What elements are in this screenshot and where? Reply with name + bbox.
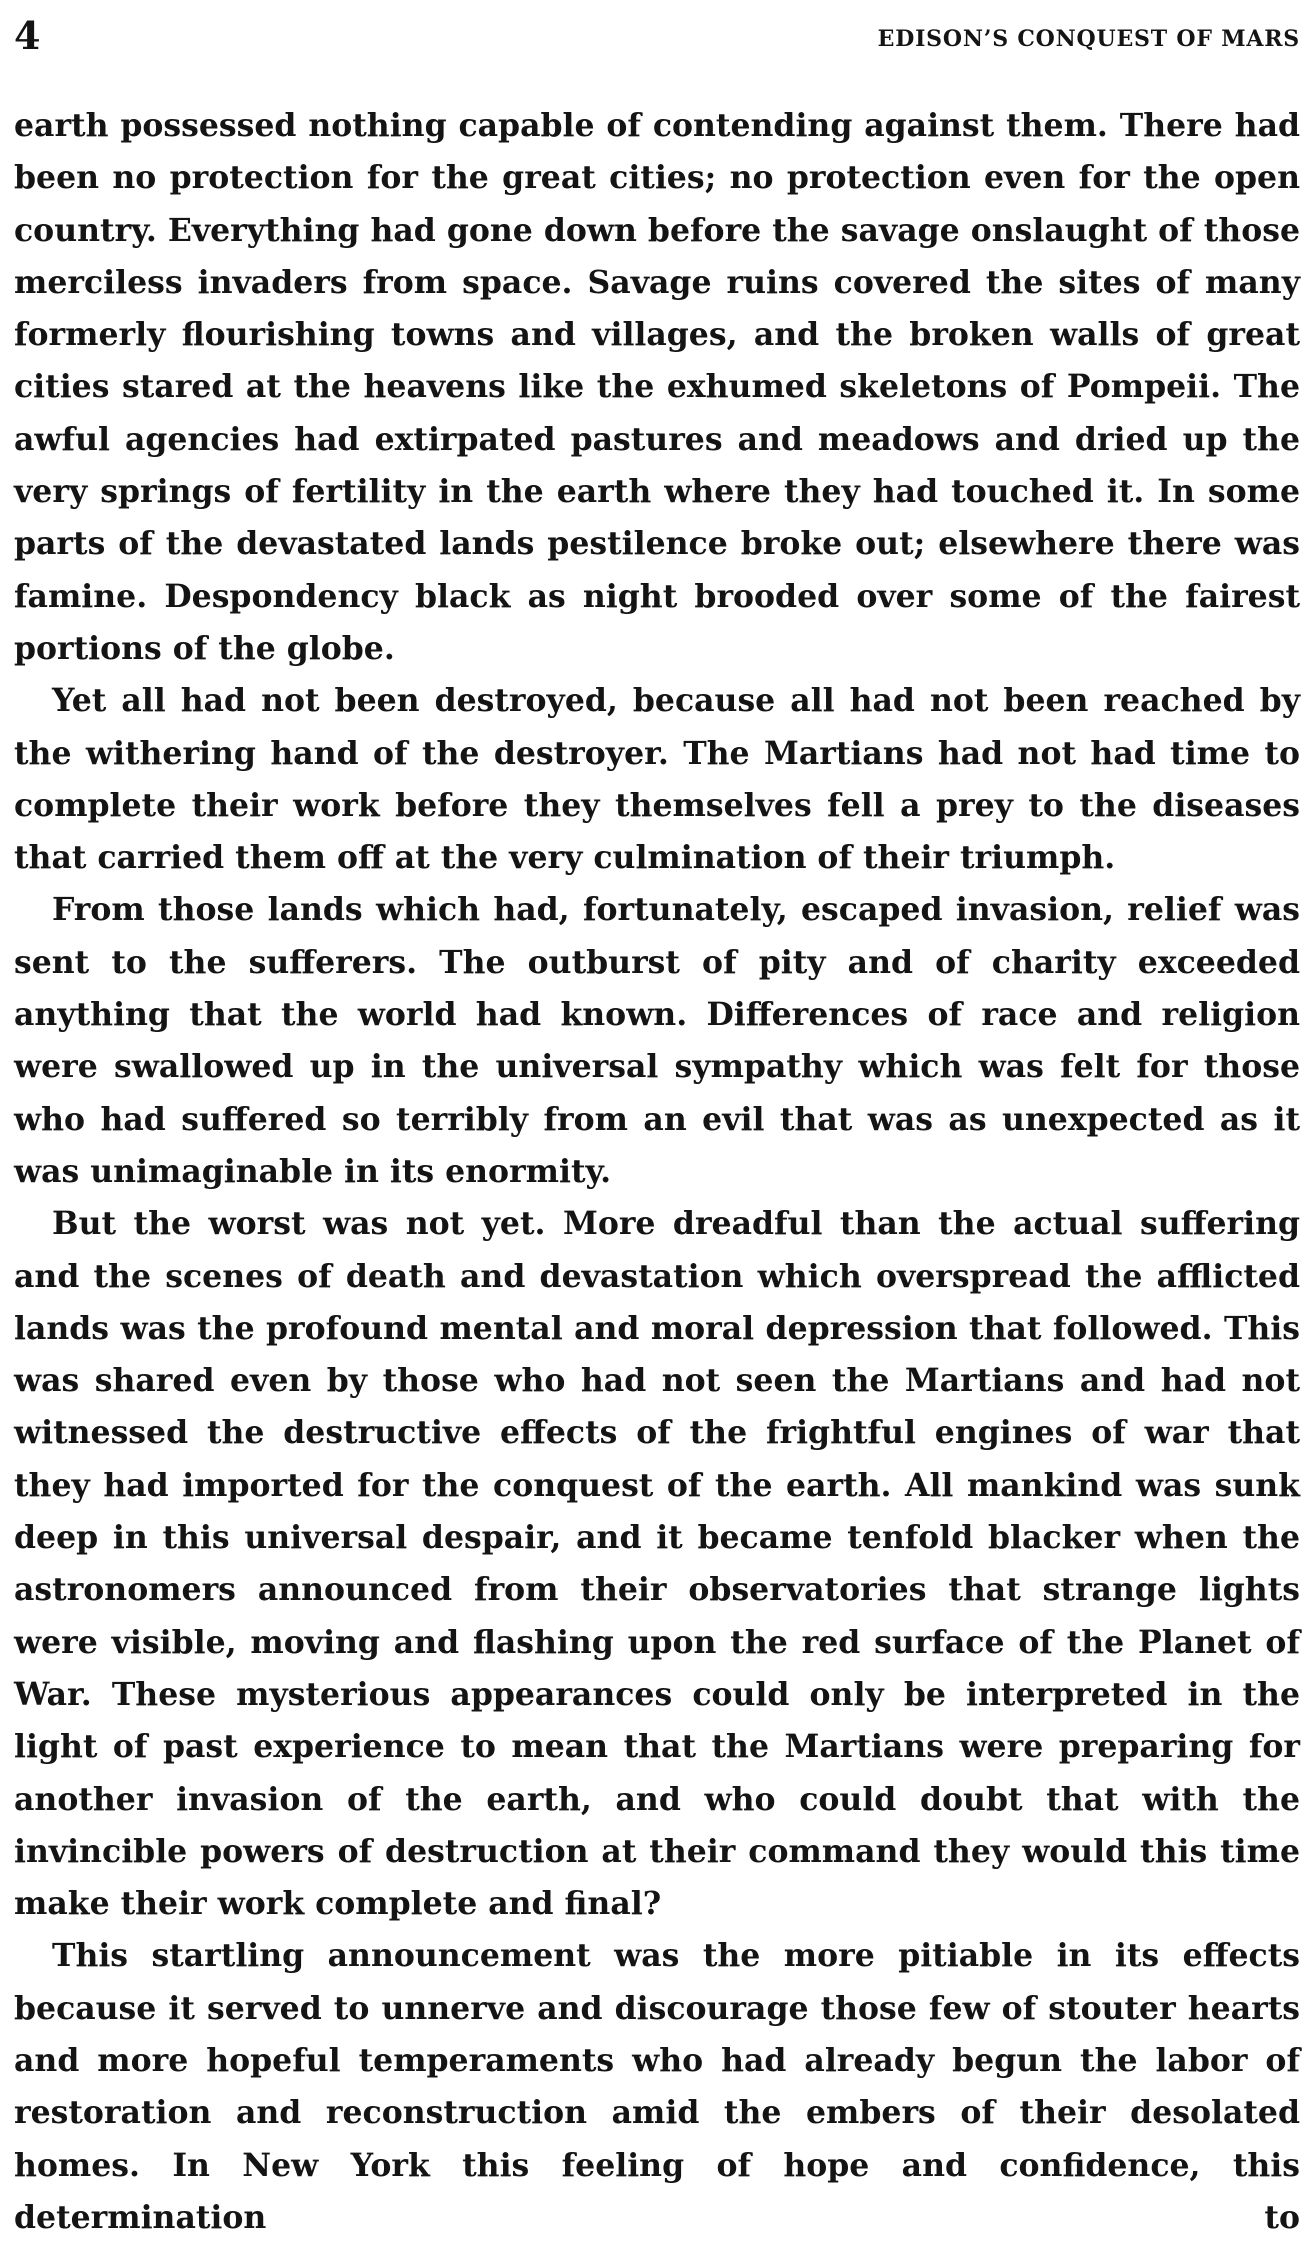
body-text xyxy=(14,100,1300,2244)
paragraph: This startling announcement was the more pitiable in its effects because it served to unnerve and discourage those few of stouter hearts and more hopeful temperaments who had already begun the labor of restoration and reconstruction amid the embers of their desolated homes. In New York this feeling of hope and confidence, this determination to xyxy=(14,1937,1300,2236)
paragraph: From those lands which had, fortunately, escaped invasion, relief was sent to the sufferers. The outburst of pity and of charity exceeded anything that the world had known. Differences of race and religion were swallowed up in the universal sympathy which was felt for those who had suffered so terribly from an evil that was as unexpected as it was unimaginable in its enormity. xyxy=(14,891,1300,1190)
running-title: EDISON’S CONQUEST OF MARS xyxy=(877,26,1300,52)
page-number: 4 xyxy=(14,13,41,58)
paragraph: earth possessed nothing capable of contending against them. There had been no protection for the great cities; no protection even for the open country. Everything had gone down before the savage onslaught of those merciless invaders from space. Savage ruins covered the sites of many formerly flourishing towns and villages, and the broken walls of great cities stared at the heavens like the exhumed skeletons of Pompeii. The awful agencies had extirpated pastures and meadows and dried up the very springs of fertility in the earth where they had touched it. In some parts of the devastated lands pestilence broke out; elsewhere there was famine. Despondency black as night brooded over some of the fairest portions of the globe. xyxy=(14,107,1300,667)
paragraph: Yet all had not been destroyed, because all had not been reached by the withering hand of the destroyer. The Martians had not had time to complete their work before they themselves fell a prey to the diseases that carried them off at the very culmination of their triumph. xyxy=(14,682,1300,877)
running-head xyxy=(14,13,1300,58)
paragraph: But the worst was not yet. More dreadful than the actual suffering and the scenes of death and devastation which overspread the afflicted lands was the profound mental and moral depression that followed. This was shared even by those who had not seen the Martians and had not witnessed the destructive effects of the frightful engines of war that they had imported for the conquest of the earth. All mankind was sunk deep in this universal despair, and it became tenfold blacker when the astronomers announced from their observatories that strange lights were visible, moving and flashing upon the red surface of the Planet of War. These mysterious appearances could only be interpreted in the light of past experience to mean that the Martians were preparing for another invasion of the earth, and who could doubt that with the invincible powers of destruction at their command they would this time make their work complete and final? xyxy=(14,1205,1300,1923)
book-page xyxy=(14,0,1300,2236)
